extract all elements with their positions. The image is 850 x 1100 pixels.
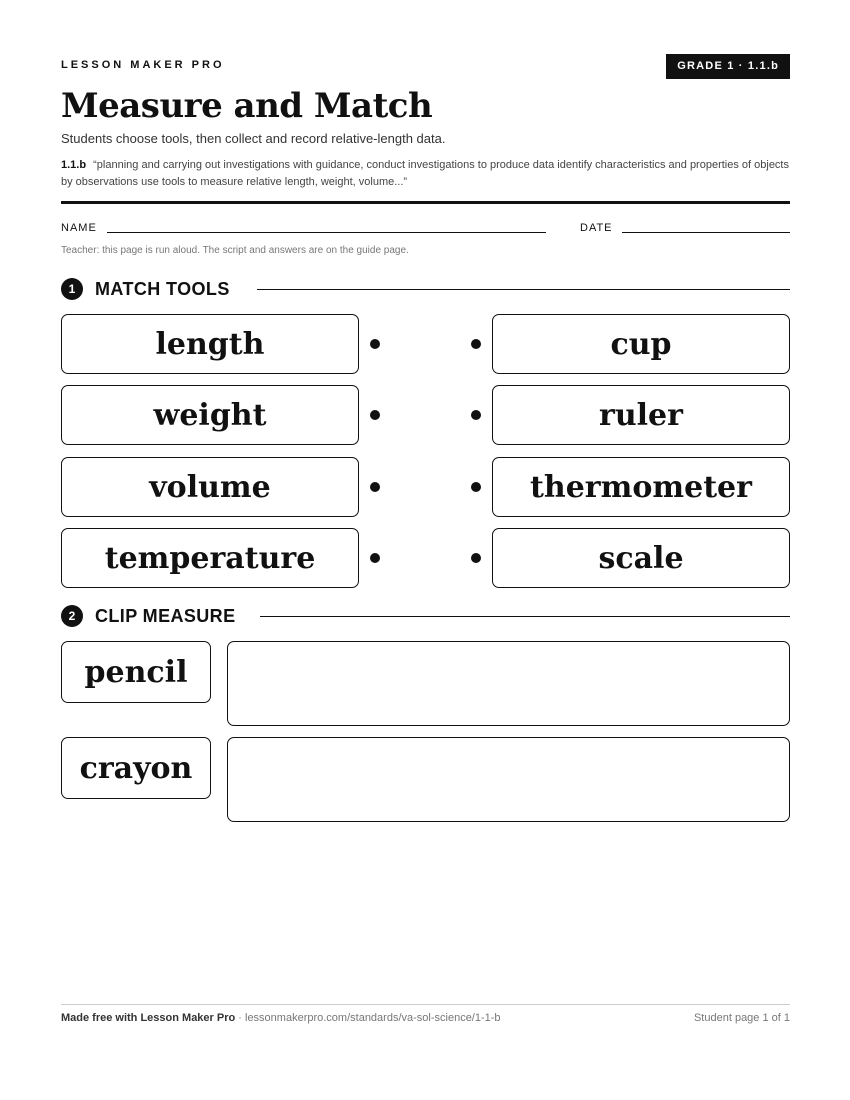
standard-description: [61, 157, 790, 191]
section-number: 2: [61, 605, 83, 627]
page-subtitle: Students choose tools, then collect and record relative-length data.: [61, 131, 446, 146]
measure-answer-box[interactable]: [227, 737, 790, 822]
match-right-dot[interactable]: [471, 553, 481, 563]
teacher-note: Teacher: this page is run aloud. The script and answers are on the guide page.: [61, 245, 409, 256]
footer-divider: [61, 1004, 790, 1005]
match-left-dot[interactable]: [370, 339, 380, 349]
name-date-row: [61, 222, 790, 236]
footer-page-number: Student page 1 of 1: [693, 1012, 790, 1024]
match-left-dot[interactable]: [370, 553, 380, 563]
section-divider: [257, 289, 790, 290]
name-label: NAME: [61, 222, 97, 234]
name-field[interactable]: [107, 232, 546, 233]
footer-url[interactable]: · lessonmakerpro.com/standards/va-sol-science/1-1-b: [235, 1012, 501, 1024]
measure-answer-box[interactable]: [227, 641, 790, 726]
match-left-item: volume: [61, 457, 359, 517]
page-title: Measure and Match: [61, 86, 433, 126]
match-right-item: scale: [492, 528, 790, 588]
match-left-item: length: [61, 314, 359, 374]
match-left-dot[interactable]: [370, 482, 380, 492]
match-left-item: weight: [61, 385, 359, 445]
section-title: CLIP MEASURE: [95, 605, 246, 627]
footer: [61, 1012, 790, 1024]
header-divider: [61, 201, 790, 204]
date-label: DATE: [580, 222, 613, 234]
measure-object-label: crayon: [61, 737, 211, 799]
footer-made-with: Made free with Lesson Maker Pro: [61, 1012, 236, 1024]
match-left-item: temperature: [61, 528, 359, 588]
section-title: MATCH TOOLS: [95, 278, 240, 300]
section-divider: [260, 616, 790, 617]
section-number: 1: [61, 278, 83, 300]
date-field[interactable]: [622, 232, 790, 233]
match-right-dot[interactable]: [471, 339, 481, 349]
section-match-tools-header: [61, 278, 790, 300]
brand-name: LESSON MAKER PRO: [61, 59, 225, 71]
match-right-dot[interactable]: [471, 410, 481, 420]
header: [61, 54, 790, 80]
match-right-item: ruler: [492, 385, 790, 445]
match-left-dot[interactable]: [370, 410, 380, 420]
section-clip-measure-header: [61, 605, 790, 627]
match-right-item: thermometer: [492, 457, 790, 517]
match-right-dot[interactable]: [471, 482, 481, 492]
standard-text: “planning and carrying out investigations with guidance, conduct investigations to produce data identify characteristics and properties of objects by observations use tools to measure relative length, weight, volume...”: [61, 159, 789, 188]
grade-badge: GRADE 1 · 1.1.b: [666, 54, 790, 79]
match-right-item: cup: [492, 314, 790, 374]
standard-code: 1.1.b: [61, 159, 87, 171]
worksheet-page: [61, 0, 790, 1100]
measure-object-label: pencil: [61, 641, 211, 703]
